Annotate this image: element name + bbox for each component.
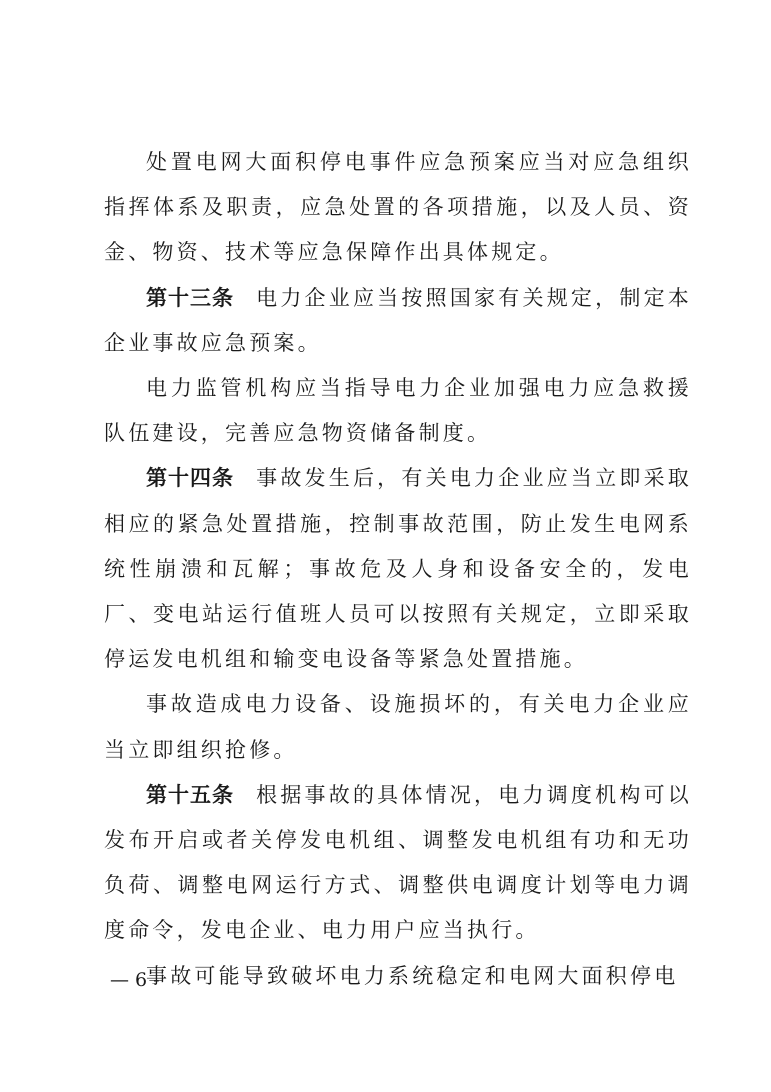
article-paragraph (104, 773, 692, 954)
body-text (104, 140, 692, 999)
article-paragraph (104, 276, 692, 366)
paragraph (104, 682, 692, 772)
paragraph-text: 处置电网大面积停电事件应急预案应当对应急组织指挥体系及职责，应急处置的各项措施，以及人员、资金、物资、技术等应急保障作出具体规定。 (104, 150, 692, 265)
paragraph-text: 事故造成电力设备、设施损坏的，有关电力企业应当立即组织抢修。 (104, 692, 692, 762)
article-paragraph (104, 456, 692, 682)
paragraph (104, 954, 692, 999)
article-number: 第十五条 (146, 782, 235, 807)
paragraph-text: 电力企业应当按照国家有关规定，制定本企业事故应急预案。 (104, 285, 692, 355)
article-number: 第十四条 (146, 466, 235, 491)
page-number: — 6 - (110, 969, 160, 991)
article-number: 第十三条 (146, 285, 235, 310)
paragraph (104, 140, 692, 276)
paragraph (104, 366, 692, 456)
paragraph-text: 事故可能导致破坏电力系统稳定和电网大面积停电 (146, 963, 679, 988)
paragraph-text: 电力监管机构应当指导电力企业加强电力应急救援队伍建设，完善应急物资储备制度。 (104, 376, 692, 446)
paragraph-text: 根据事故的具体情况，电力调度机构可以发布开启或者关停发电机组、调整发电机组有功和无功负荷、调整电网运行方式、调整供电调度计划等电力调度命令，发电企业、电力用户应当执行。 (104, 782, 692, 943)
paragraph-text: 事故发生后，有关电力企业应当立即采取相应的紧急处置措施，控制事故范围，防止发生电网系统性崩溃和瓦解；事故危及人身和设备安全的，发电厂、变电站运行值班人员可以按照有关规定，立即采取停运发电机组和输变电设备等紧急处置措施。 (104, 466, 692, 672)
